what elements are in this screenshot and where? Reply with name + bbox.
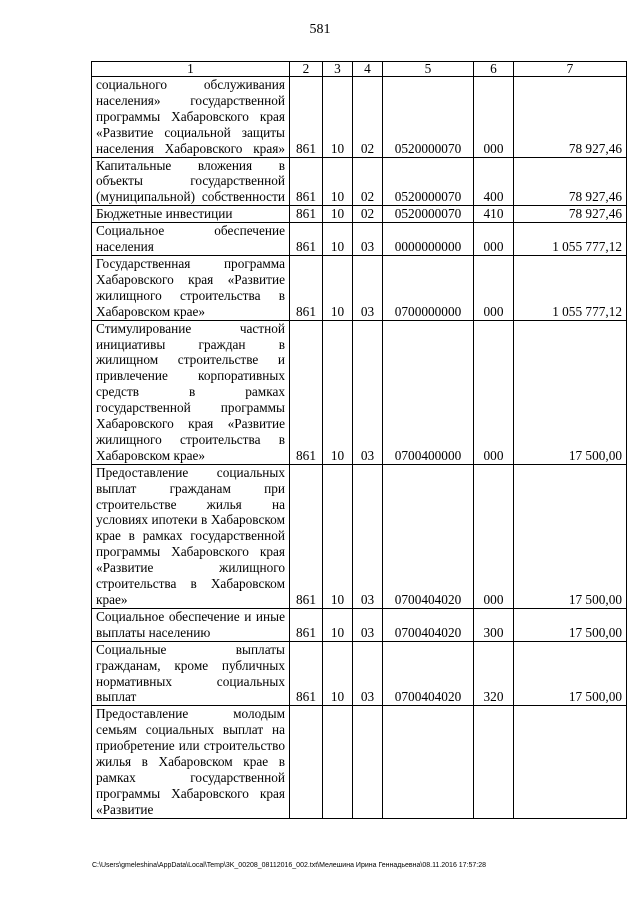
row-col4: 03	[353, 641, 383, 706]
row-col6: 000	[474, 320, 514, 464]
row-col3: 10	[323, 223, 353, 256]
row-name: Социальное обеспечение населения	[92, 223, 290, 256]
row-name: Государственная программа Хабаровского края «Развитие жилищного строительства в Хабаровском крае»	[92, 255, 290, 320]
header-cell-1: 1	[92, 62, 290, 77]
table-row	[92, 706, 627, 818]
header-cell-6: 6	[474, 62, 514, 77]
header-row	[92, 62, 627, 77]
header-cell-4: 4	[353, 62, 383, 77]
table-row	[92, 320, 627, 464]
row-col5: 0700404020	[383, 464, 474, 608]
row-col4: 03	[353, 464, 383, 608]
row-name: социального обслуживания населения» государственной программы Хабаровского края «Развитие социальной защиты населения Хабаровского края»	[92, 77, 290, 158]
row-col4: 03	[353, 608, 383, 641]
table-row	[92, 206, 627, 223]
table-row	[92, 157, 627, 206]
row-name: Предоставление социальных выплат гражданам при строительстве жилья на условиях ипотеки в Хабаровском крае в рамках государственной программы Хабаровского края «Развитие жилищного строительства в Хабаровском крае»	[92, 464, 290, 608]
row-col7	[514, 706, 627, 818]
budget-table	[91, 61, 627, 819]
row-col6: 320	[474, 641, 514, 706]
table-row	[92, 641, 627, 706]
header-cell-2: 2	[290, 62, 323, 77]
row-col5: 0520000070	[383, 77, 474, 158]
table-row	[92, 608, 627, 641]
row-col2: 861	[290, 255, 323, 320]
row-col6: 300	[474, 608, 514, 641]
row-col6: 410	[474, 206, 514, 223]
row-col5: 0700404020	[383, 641, 474, 706]
row-col3: 10	[323, 641, 353, 706]
row-col7: 17 500,00	[514, 320, 627, 464]
row-name: Социальные выплаты гражданам, кроме публичных нормативных социальных выплат	[92, 641, 290, 706]
row-col7: 78 927,46	[514, 77, 627, 158]
row-col4	[353, 706, 383, 818]
row-col7: 17 500,00	[514, 608, 627, 641]
row-col3: 10	[323, 77, 353, 158]
row-col7: 17 500,00	[514, 464, 627, 608]
row-col2: 861	[290, 608, 323, 641]
row-col2: 861	[290, 641, 323, 706]
row-col3	[323, 706, 353, 818]
row-col4: 03	[353, 223, 383, 256]
row-col6	[474, 706, 514, 818]
row-col5: 0700000000	[383, 255, 474, 320]
row-col7: 1 055 777,12	[514, 223, 627, 256]
row-col2: 861	[290, 464, 323, 608]
row-col6: 000	[474, 77, 514, 158]
row-col2: 861	[290, 223, 323, 256]
file-path-footer: C:\Users\gmeleshina\AppData\Local\Temp\3K_00208_08112016_002.txt\Мелешина Ирина Геннадьевна\08.11.2016 17:57:28	[92, 862, 487, 869]
table-row	[92, 255, 627, 320]
row-col6: 000	[474, 223, 514, 256]
row-col3: 10	[323, 464, 353, 608]
row-col2: 861	[290, 320, 323, 464]
row-col3: 10	[323, 608, 353, 641]
row-col3: 10	[323, 206, 353, 223]
row-col7: 1 055 777,12	[514, 255, 627, 320]
row-col3: 10	[323, 255, 353, 320]
row-col3: 10	[323, 320, 353, 464]
row-name: Предоставление молодым семьям социальных выплат на приобретение или строительство жилья в Хабаровском крае в рамках государственной программы Хабаровского края «Развитие	[92, 706, 290, 818]
row-col4: 03	[353, 320, 383, 464]
row-col5: 0000000000	[383, 223, 474, 256]
row-col4: 02	[353, 206, 383, 223]
row-name: Социальное обеспечение и иные выплаты населению	[92, 608, 290, 641]
page-number: 581	[309, 22, 331, 37]
row-col7: 78 927,46	[514, 206, 627, 223]
header-cell-5: 5	[383, 62, 474, 77]
row-col2: 861	[290, 77, 323, 158]
row-col7: 78 927,46	[514, 157, 627, 206]
table-row	[92, 464, 627, 608]
row-name: Стимулирование частной инициативы граждан в жилищном строительстве и привлечение корпоративных средств в рамках государственной программы Хабаровского края «Развитие жилищного строительства в Хабаровском крае»	[92, 320, 290, 464]
row-col4: 02	[353, 157, 383, 206]
row-name: Бюджетные инвестиции	[92, 206, 290, 223]
row-col3: 10	[323, 157, 353, 206]
header-cell-3: 3	[323, 62, 353, 77]
table-row	[92, 223, 627, 256]
row-name: Капитальные вложения в объекты государственной (муниципальной) собственности	[92, 157, 290, 206]
row-col6: 000	[474, 464, 514, 608]
row-col5: 0520000070	[383, 206, 474, 223]
row-col2: 861	[290, 157, 323, 206]
table-row	[92, 77, 627, 158]
row-col5: 0520000070	[383, 157, 474, 206]
row-col5: 0700404020	[383, 608, 474, 641]
row-col2: 861	[290, 206, 323, 223]
row-col5	[383, 706, 474, 818]
row-col4: 03	[353, 255, 383, 320]
row-col6: 400	[474, 157, 514, 206]
row-col7: 17 500,00	[514, 641, 627, 706]
header-cell-7: 7	[514, 62, 627, 77]
row-col2	[290, 706, 323, 818]
row-col5: 0700400000	[383, 320, 474, 464]
row-col4: 02	[353, 77, 383, 158]
row-col6: 000	[474, 255, 514, 320]
